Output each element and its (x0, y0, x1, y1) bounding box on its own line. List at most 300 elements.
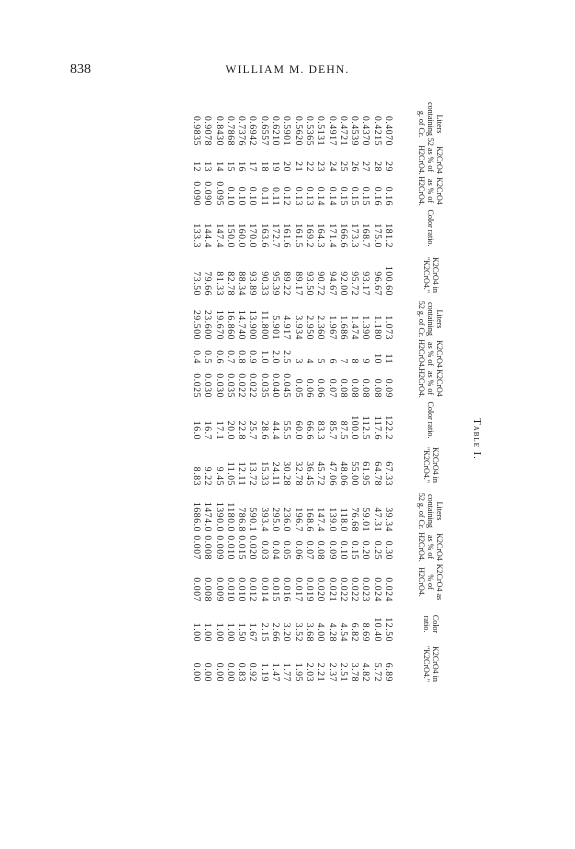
column-header: Liters containing 52 g. of Cr. (417, 300, 445, 338)
table-cell: 0.14 (315, 186, 327, 206)
table-cell: 64.78 (371, 461, 383, 486)
table-cell: 81.33 (213, 271, 225, 296)
table-cell: 1.00 (213, 622, 225, 642)
table-cell: 2.950 (303, 315, 315, 340)
table-cell: 295.0 (270, 507, 282, 532)
table-cell: 0.9835 (190, 116, 202, 146)
table-body (191, 94, 394, 784)
table-cell: 0.025 (190, 373, 202, 398)
column-header: Color ratio. (426, 401, 436, 439)
table-cell: 1.390 (360, 315, 372, 340)
table-cell: 0.009 (213, 577, 225, 602)
table-cell: 0.007 (190, 535, 202, 560)
table-row (360, 94, 371, 784)
table-cell: 0.010 (236, 577, 248, 602)
table-cell: 117.6 (371, 415, 383, 440)
table-cell: 100.0 (349, 415, 361, 440)
table-row (383, 94, 394, 784)
table-row (304, 94, 315, 784)
table-cell: 147.4 (315, 507, 327, 532)
column-header: Color ratio. (426, 209, 436, 247)
column-header: K2CrO4 in "K2CrO4." (422, 446, 440, 484)
table-cell: 0.05 (292, 378, 304, 398)
table-cell: 0.090 (202, 181, 214, 206)
table-cell: 13.72 (247, 461, 259, 486)
table-cell: 590.1 (247, 507, 259, 532)
table-cell: 393.4 (258, 507, 270, 532)
table-cell: 169.2 (303, 223, 315, 248)
table-cell: 0.6557 (258, 116, 270, 146)
table-cell: 0.015 (236, 535, 248, 560)
table-cell: 93.89 (247, 271, 259, 296)
table-cell: 0.10 (337, 540, 349, 560)
table-cell: 0.4370 (360, 116, 372, 146)
table-cell: 12.11 (236, 461, 248, 486)
table-cell: 24.11 (270, 461, 282, 486)
table-cell: 2.15 (258, 622, 270, 642)
table-cell: 1.00 (224, 622, 236, 642)
table-cell: 0.08 (315, 540, 327, 560)
table-cell: 76.68 (349, 507, 361, 532)
column-header: K2CrO4 in "K2CrO4." (422, 645, 440, 683)
table-cell: 0.07 (303, 540, 315, 560)
table-cell: 95.72 (349, 271, 361, 296)
table-cell: 0.6942 (247, 116, 259, 146)
table-cell: 0.014 (258, 577, 270, 602)
table-cell: 0.08 (371, 378, 383, 398)
table-cell: 0.00 (190, 662, 202, 682)
table-cell: 25 (337, 161, 349, 172)
table-cell: 0.03 (258, 540, 270, 560)
table-cell: 6.89 (383, 662, 394, 682)
table-row (338, 94, 349, 784)
table-cell: 0.010 (224, 577, 236, 602)
table-cell: 3.52 (292, 622, 304, 642)
table-cell: 5.901 (270, 315, 282, 340)
table-cell: 2.37 (326, 662, 338, 682)
table-cell: 175.0 (371, 223, 383, 248)
table-cell: 14.740 (236, 310, 248, 340)
table-cell: 85.7 (326, 420, 338, 440)
table-cell: 0.010 (224, 535, 236, 560)
page-number: 838 (70, 62, 91, 77)
table-cell: 11.05 (224, 461, 236, 486)
table-cell: 0.008 (202, 535, 214, 560)
table-cell: 0.6 (213, 350, 225, 364)
table-cell: 133.3 (190, 223, 202, 248)
table-cell: 0.10 (247, 186, 259, 206)
table-cell: 171.4 (326, 223, 338, 248)
table-row (315, 94, 326, 784)
table-cell: 0.020 (247, 535, 259, 560)
table-cell: 0.023 (360, 577, 372, 602)
table-cell: 181.2 (383, 223, 394, 248)
table-cell: 22 (303, 161, 315, 172)
table-cell: 0.25 (371, 540, 383, 560)
table-cell: 15 (224, 161, 236, 172)
table-cell: 0.06 (315, 378, 327, 398)
table-cell: 1.686 (337, 315, 349, 340)
table-cell: 59.01 (360, 507, 372, 532)
table-cell: 0.5131 (315, 116, 327, 146)
table-cell: 11 (383, 353, 394, 364)
table-cell: 0.06 (292, 540, 304, 560)
table-cell: 5 (315, 358, 327, 364)
table-cell: 172.7 (270, 223, 282, 248)
table-caption: Table I. (471, 418, 482, 460)
table-cell: 0.04 (270, 540, 282, 560)
table-cell: 0.4 (190, 350, 202, 364)
table-cell: 4.00 (315, 622, 327, 642)
table-cell: 0.00 (224, 662, 236, 682)
table-cell: 32.78 (292, 461, 304, 486)
table-cell: 19 (270, 161, 282, 172)
table-cell: 0.016 (281, 577, 293, 602)
table-cell: 0.020 (315, 577, 327, 602)
table-cell: 93.50 (303, 271, 315, 296)
table-cell: 168.6 (303, 507, 315, 532)
table-cell: 3.934 (292, 315, 304, 340)
table-cell: 90.33 (258, 271, 270, 296)
table-cell: 14 (213, 161, 225, 172)
table-cell: 0.095 (213, 181, 225, 206)
table-cell: 92.00 (337, 271, 349, 296)
table-cell: 5.72 (371, 662, 383, 682)
table-cell: 139.0 (326, 507, 338, 532)
table-cell: 89.22 (281, 271, 293, 296)
table-cell: 2.51 (337, 662, 349, 682)
table-cell: 0.14 (326, 186, 338, 206)
table-row (281, 94, 292, 784)
table-cell: 2.21 (315, 662, 327, 682)
table-cell: 3.78 (349, 662, 361, 682)
table-cell: 18 (258, 161, 270, 172)
column-header: Color ratio. (422, 614, 440, 634)
table-cell: 47.31 (371, 507, 383, 532)
table-row (191, 94, 202, 784)
table-cell: 1.0 (258, 350, 270, 364)
column-header: K2CrO4 as % of H2CrO4. (417, 532, 445, 562)
table-cell: 0.030 (213, 373, 225, 398)
table-cell: 16.7 (202, 420, 214, 440)
table-cell: 0.20 (360, 540, 372, 560)
table-cell: 2.66 (270, 622, 282, 642)
table-cell: 1.47 (270, 662, 282, 682)
table-cell: 2.5 (281, 350, 293, 364)
table-cell: 29 (383, 161, 394, 172)
table-cell: 0.4215 (371, 116, 383, 146)
table-cell: 44.4 (270, 420, 282, 440)
table-cell: 6.82 (349, 622, 361, 642)
table-cell: 61.95 (360, 461, 372, 486)
table-cell: 0.007 (190, 577, 202, 602)
table-cell: 0.017 (292, 577, 304, 602)
table-cell: 0.00 (213, 662, 225, 682)
table-cell: 122.2 (383, 415, 394, 440)
table-cell: 0.07 (326, 378, 338, 398)
table-cell: 1.00 (190, 622, 202, 642)
table-cell: 88.34 (236, 271, 248, 296)
table-cell: 0.09 (326, 540, 338, 560)
table-cell: 9 (360, 358, 372, 364)
table-cell: 0.15 (360, 186, 372, 206)
table-cell: 16.860 (224, 310, 236, 340)
table-cell: 89.17 (292, 271, 304, 296)
table-cell: 118.0 (337, 507, 349, 532)
table-cell: 0.024 (383, 577, 394, 602)
table-cell: 39.34 (383, 507, 394, 532)
table-cell: 0.5620 (292, 116, 304, 146)
table-cell: 0.021 (326, 577, 338, 602)
table-cell: 95.39 (270, 271, 282, 296)
table-cell: 0.08 (337, 378, 349, 398)
table-cell: 0.12 (281, 186, 293, 206)
table-cell: 0.4721 (337, 116, 349, 146)
table-cell: 0.15 (349, 186, 361, 206)
table-cell: 4.917 (281, 315, 293, 340)
table-cell: 0.5901 (281, 116, 293, 146)
table-cell: 0.4917 (326, 116, 338, 146)
table-cell: 24 (326, 161, 338, 172)
table-cell: 2.0 (270, 350, 282, 364)
table-cell: 1.00 (202, 622, 214, 642)
table-cell: 4 (303, 358, 315, 364)
table-cell: 1474.0 (202, 502, 214, 532)
table-cell: 0.9078 (202, 116, 214, 146)
table-cell: 0.10 (236, 186, 248, 206)
table-cell: 0.11 (258, 187, 270, 206)
table-cell: 4.82 (360, 662, 372, 682)
table-cell: 161.6 (281, 223, 293, 248)
table-cell: 15.33 (258, 461, 270, 486)
column-header: Liters containing 52 g. of Cr. (417, 492, 445, 530)
table-cell: 0.4539 (349, 116, 361, 146)
table-cell: 161.5 (292, 223, 304, 248)
table-cell: 0.10 (224, 186, 236, 206)
table-cell: 0.009 (213, 535, 225, 560)
column-header: K2CrO4 as % of H2CrO4. (417, 145, 445, 175)
table-cell: 93.17 (360, 271, 372, 296)
running-head: WILLIAM M. DEHN. (225, 64, 350, 76)
table-cell: 0.11 (270, 187, 282, 206)
table-cell: 144.4 (202, 223, 214, 248)
table-cell: 2.360 (315, 315, 327, 340)
table-cell: 1.073 (383, 315, 394, 340)
table-cell: 0.16 (383, 186, 394, 206)
table-cell: 73.50 (190, 271, 202, 296)
table-cell: 67.33 (383, 461, 394, 486)
table-cell: 23.600 (202, 310, 214, 340)
table-cell: 0.06 (303, 378, 315, 398)
table-cell: 1686.0 (190, 502, 202, 532)
table-cell: 0.6210 (270, 116, 282, 146)
table-cell: 0.035 (224, 373, 236, 398)
table-cell: 29.500 (190, 310, 202, 340)
table-row (292, 94, 303, 784)
table-cell: 82.78 (224, 271, 236, 296)
table-cell: 0.008 (202, 577, 214, 602)
table-cell: 87.5 (337, 420, 349, 440)
table-cell: 0.13 (303, 186, 315, 206)
table-cell: 96.67 (371, 271, 383, 296)
table-row (270, 94, 281, 784)
table-cell: 164.3 (315, 223, 327, 248)
table-cell: 20 (281, 161, 293, 172)
table-cell: 13 (202, 161, 214, 172)
table-cell: 0.15 (337, 186, 349, 206)
table-cell: 21 (292, 161, 304, 172)
table-row (326, 94, 337, 784)
table-cell: 0.7868 (224, 116, 236, 146)
table-cell: 9.45 (213, 466, 225, 486)
table-cell: 17 (247, 161, 259, 172)
table-cell: 166.6 (337, 223, 349, 248)
table-cell: 2.03 (303, 662, 315, 682)
table-cell: 786.8 (236, 507, 248, 532)
table-header-row (402, 94, 460, 784)
rotated-data-table (158, 94, 518, 784)
table-cell: 0.05 (281, 540, 293, 560)
table-cell: 0.09 (383, 378, 394, 398)
table-cell: 112.5 (360, 415, 372, 440)
table-cell: 0.8 (236, 350, 248, 364)
table-cell: 1.967 (326, 315, 338, 340)
table-cell: 0.7 (224, 350, 236, 364)
table-cell: 1.474 (349, 315, 361, 340)
table-cell: 19.670 (213, 310, 225, 340)
table-cell: 0.030 (202, 373, 214, 398)
table-cell: 30.28 (281, 461, 293, 486)
table-cell: 0.08 (349, 378, 361, 398)
table-cell: 45.72 (315, 461, 327, 486)
table-cell: 16 (236, 161, 248, 172)
table-cell: 28 (371, 161, 383, 172)
table-cell: 66.6 (303, 420, 315, 440)
table-cell: 3 (292, 358, 304, 364)
table-cell: 10.40 (371, 617, 383, 642)
table-cell: 0.022 (247, 373, 259, 398)
table-cell: 9.22 (202, 466, 214, 486)
table-cell: 163.6 (258, 223, 270, 248)
table-cell: 10 (371, 353, 383, 364)
table-cell: 160.0 (236, 223, 248, 248)
table-cell: 0.012 (247, 577, 259, 602)
table-row (349, 94, 360, 784)
table-cell: 48.06 (337, 461, 349, 486)
table-cell: 83.3 (315, 420, 327, 440)
table-cell: 1.50 (236, 622, 248, 642)
table-cell: 28.6 (258, 420, 270, 440)
table-cell: 0.15 (349, 540, 361, 560)
table-cell: 55.5 (281, 420, 293, 440)
table-cell: 22.8 (236, 420, 248, 440)
table-cell: 0.8430 (213, 116, 225, 146)
column-header: K2CrO4 as % of H2CrO4. (417, 339, 445, 369)
table-cell: 170.0 (247, 223, 259, 248)
table-cell: 8.83 (190, 466, 202, 486)
table-cell: 1.180 (371, 315, 383, 340)
table-cell: 0.5 (202, 350, 214, 364)
table-cell: 8 (349, 358, 361, 364)
table-cell: 20.0 (224, 420, 236, 440)
table-cell: 0.92 (247, 662, 259, 682)
table-cell: 11.800 (258, 310, 270, 340)
table-cell: 0.5365 (303, 116, 315, 146)
table-cell: 16.0 (190, 420, 202, 440)
table-cell: 0.024 (371, 577, 383, 602)
table-cell: 3.20 (281, 622, 293, 642)
table-cell: 100.60 (383, 266, 394, 296)
table-cell: 79.66 (202, 271, 214, 296)
table-row (258, 94, 269, 784)
column-header: K2CrO4 as % of H2CrO4. (417, 563, 445, 601)
table-cell: 25.7 (247, 420, 259, 440)
table-cell: 168.7 (360, 223, 372, 248)
table-cell: 12 (190, 161, 202, 172)
table-cell: 0.16 (371, 186, 383, 206)
table-cell: 1.77 (281, 662, 293, 682)
table-cell: 0.022 (349, 577, 361, 602)
table-cell: 23 (315, 161, 327, 172)
table-cell: 3.68 (303, 622, 315, 642)
table-cell: 0.00 (202, 662, 214, 682)
table-cell: 150.0 (224, 223, 236, 248)
table-cell: 4.28 (326, 622, 338, 642)
table-cell: 90.72 (315, 271, 327, 296)
table-cell: 1.19 (258, 662, 270, 682)
table-cell: 0.9 (247, 350, 259, 364)
table-cell: 47.06 (326, 461, 338, 486)
table-cell: 0.040 (270, 373, 282, 398)
table-cell: 173.3 (349, 223, 361, 248)
table-cell: 147.4 (213, 223, 225, 248)
table-cell: 0.015 (270, 577, 282, 602)
table-cell: 1390.0 (213, 502, 225, 532)
table-cell: 1.95 (292, 662, 304, 682)
column-header: Liters containing 52 g. of Cr. (417, 102, 445, 146)
table-cell: 0.022 (337, 577, 349, 602)
table-cell: 0.13 (292, 186, 304, 206)
table-cell: 12.50 (383, 617, 394, 642)
table-cell: 36.45 (303, 461, 315, 486)
table-cell: 94.67 (326, 271, 338, 296)
table-cell: 4.54 (337, 622, 349, 642)
table-cell: 0.08 (360, 378, 372, 398)
table-cell: 0.022 (236, 373, 248, 398)
table-cell: 236.0 (281, 507, 293, 532)
column-header: K2CrO4 as % of H2CrO4. (417, 368, 445, 398)
table-cell: 6 (326, 358, 338, 364)
column-header: K2CrO4 in "K2CrO4." (422, 256, 440, 294)
table-cell: 8.69 (360, 622, 372, 642)
table-cell: 0.83 (236, 662, 248, 682)
table-cell: 13.900 (247, 310, 259, 340)
table-row (225, 94, 236, 784)
table-row (213, 94, 224, 784)
table-row (236, 94, 247, 784)
table-cell: 7 (337, 358, 349, 364)
table-cell: 0.035 (258, 373, 270, 398)
table-cell: 0.090 (190, 181, 202, 206)
table-cell: 27 (360, 161, 372, 172)
table-row (371, 94, 382, 784)
table-cell: 0.019 (303, 577, 315, 602)
table-cell: 60.0 (292, 420, 304, 440)
column-header: K2CrO4 as % of H2CrO4. (417, 176, 445, 206)
table-row (202, 94, 213, 784)
table-cell: 17.1 (213, 420, 225, 440)
table-row (247, 94, 258, 784)
